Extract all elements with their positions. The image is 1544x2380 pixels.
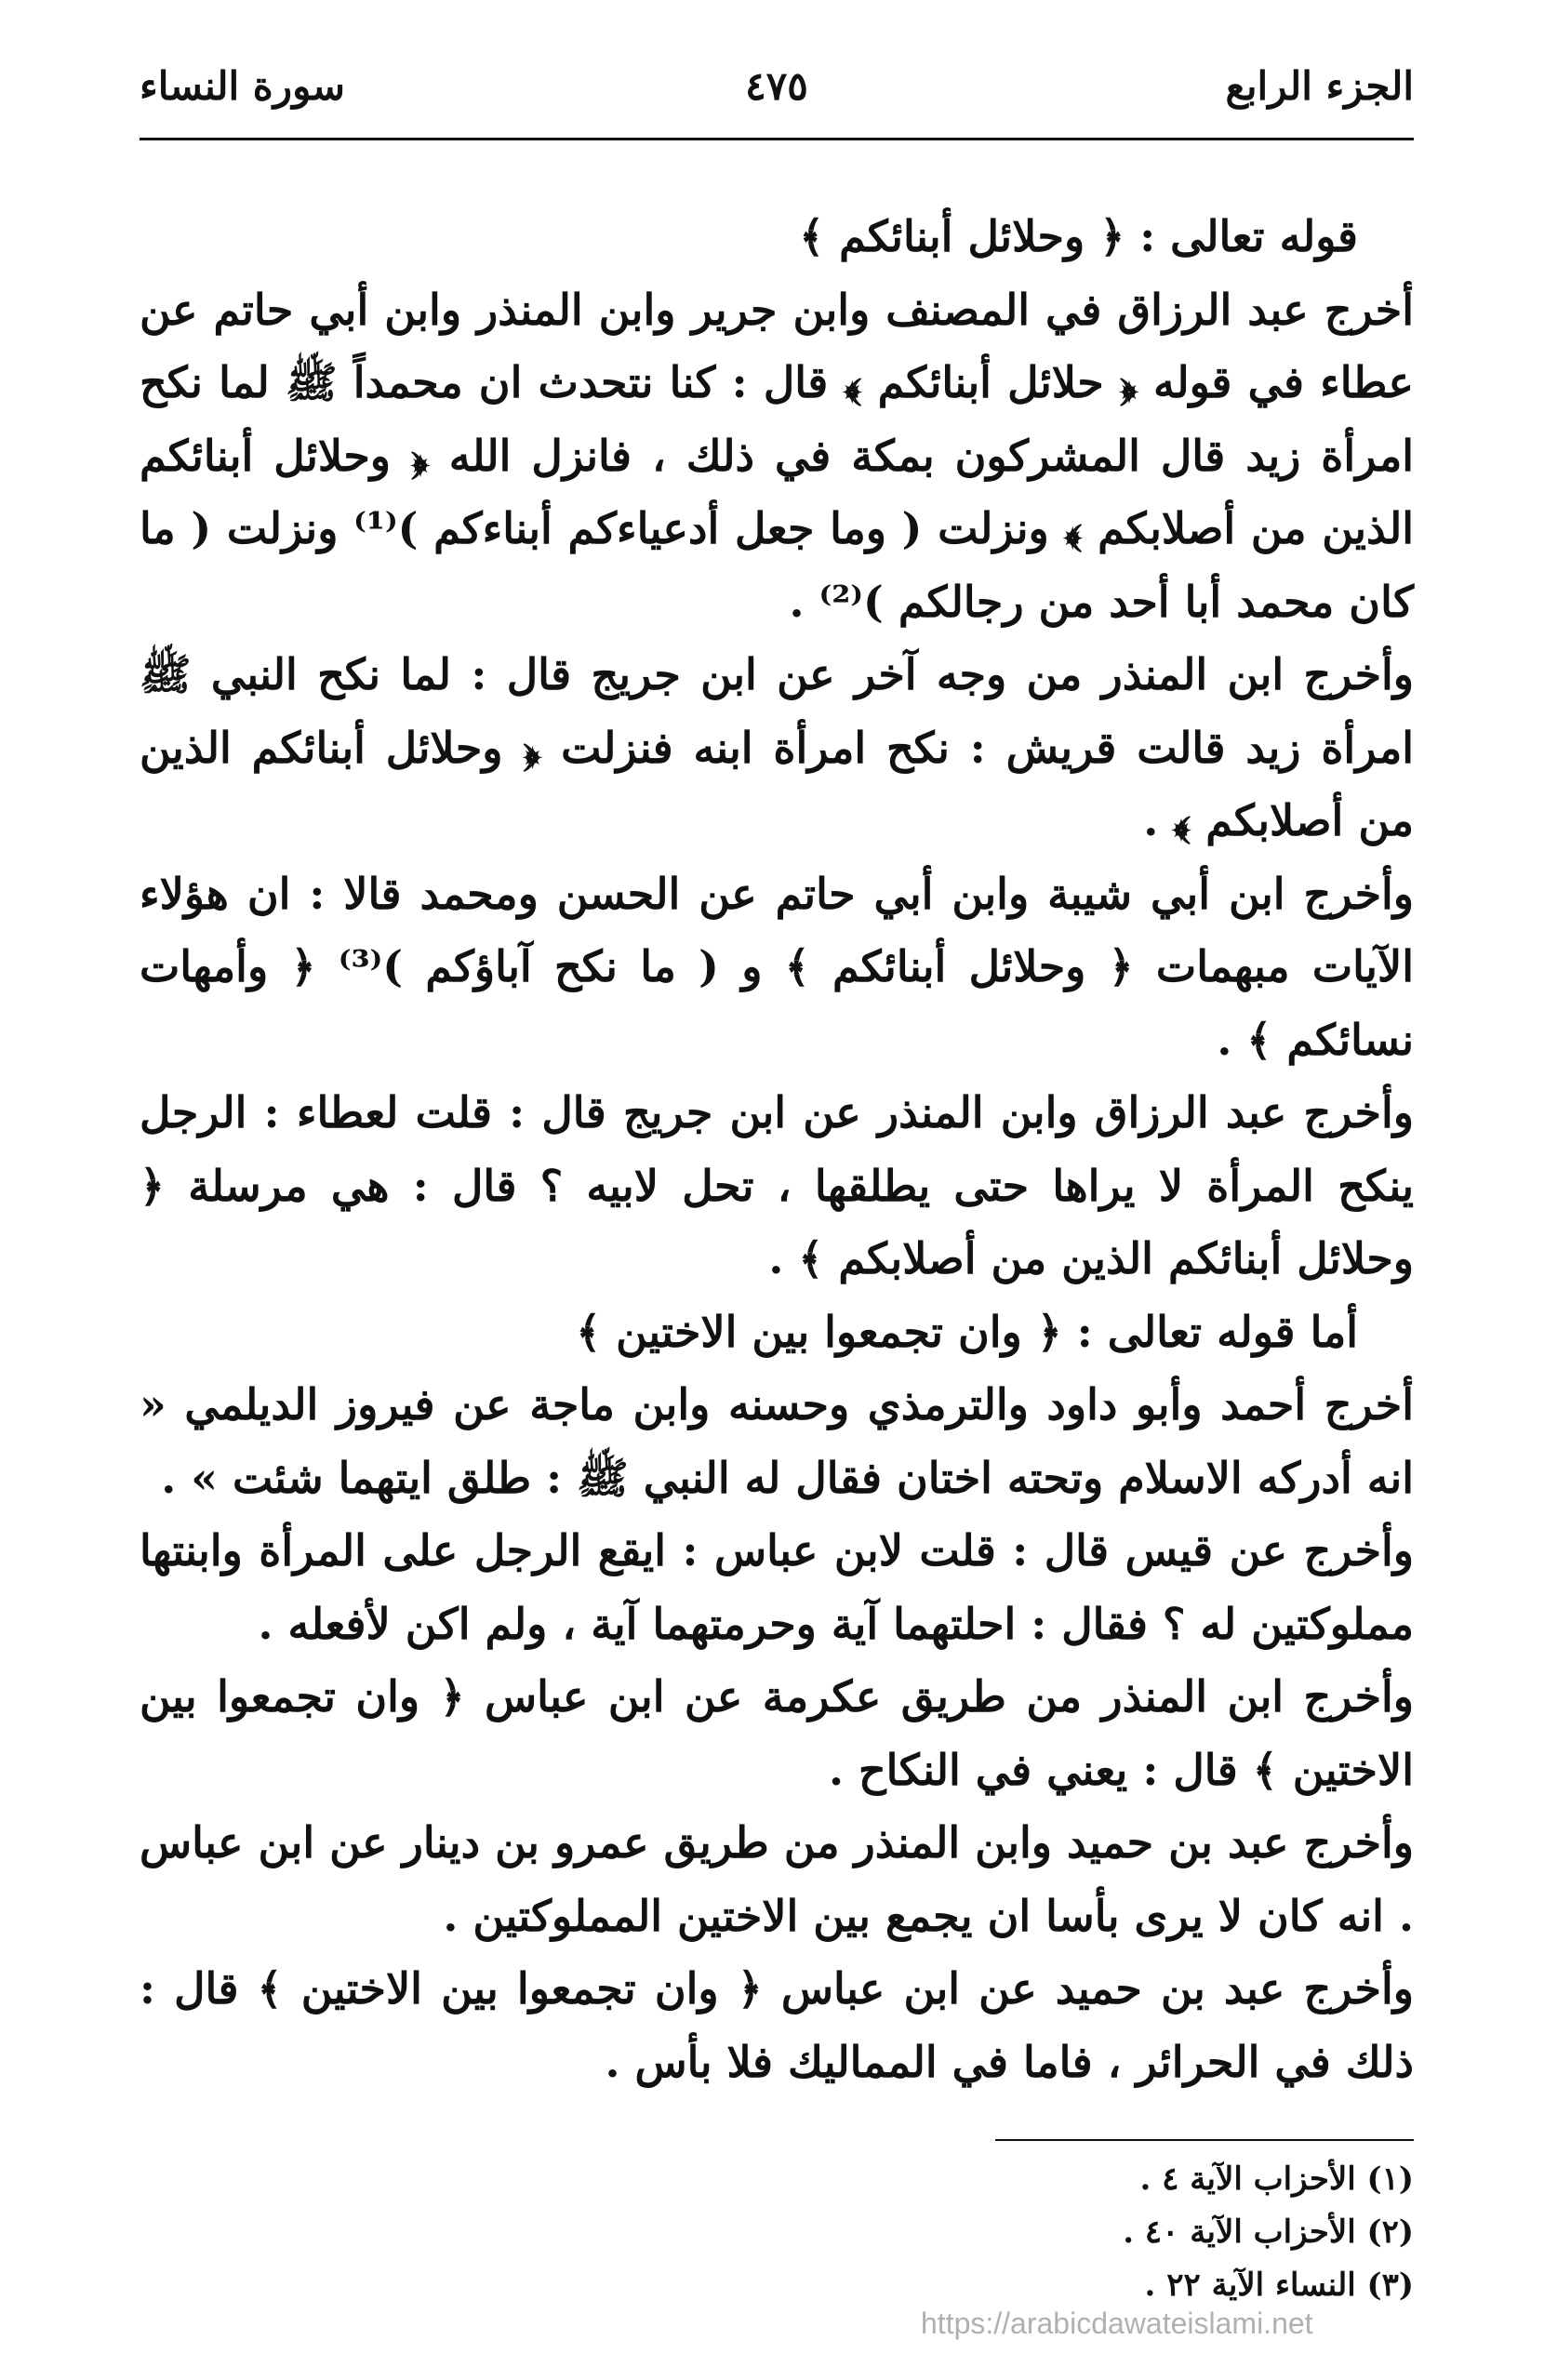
paragraph: وأخرج عبد بن حميد وابن المنذر من طريق عمرو بن دينار عن ابن عباس . انه كان لا يرى بأسا ان يجمع بين الاختين المملوكتين . <box>140 1817 1414 1941</box>
header-divider <box>140 138 1414 140</box>
paragraph: وأخرج عبد الرزاق وابن المنذر عن ابن جريج قال : قلت لعطاء : الرجل ينكح المرأة لا يراها حتى يطلقها ، تحل لابيه ؟ قال : هي مرسلة ﴿ وحلائل أبنائكم الذين من أصلابكم ﴾ . <box>140 1087 1414 1283</box>
footnote: (١) الأحزاب الآية ٤ . <box>1139 2161 1414 2198</box>
paragraph: وأخرج عن قيس قال : قلت لابن عباس : ايقع الرجل على المرأة وابنتها مملوكتين له ؟ فقال : احلتهما آية وحرمتهما آية ، ولم اكن لأفعله . <box>140 1525 1414 1649</box>
footnote-divider <box>995 2139 1414 2141</box>
footnotes <box>140 2153 1414 2312</box>
page-header <box>140 63 1414 138</box>
watermark-url: https://arabicdawateislami.net <box>921 2307 1313 2340</box>
paragraph: أخرج عبد الرزاق في المصنف وابن جرير وابن المنذر وابن أبي حاتم عن عطاء في قوله ﴿ حلائل أبنائكم ﴾ قال : كنا نتحدث ان محمداً ﷺ لما نكح امرأة زيد قال المشركون بمكة في ذلك ، فانزل الله ﴿ وحلائل أبنائكم الذين من أصلابكم ﴾ ونزلت ( وما جعل أدعياءكم أبناءكم )⁽¹⁾ ونزلت ( ما كان محمد أبا أحد من رجالكم )⁽²⁾ . <box>140 284 1414 627</box>
paragraph: وأخرج ابن المنذر من وجه آخر عن ابن جريج قال : لما نكح النبي ﷺ امرأة زيد قالت قريش : نكح امرأة ابنه فنزلت ﴿ وحلائل أبنائكم الذين من أصلابكم ﴾ . <box>140 649 1414 845</box>
footnote: (٢) الأحزاب الآية ٤٠ . <box>1123 2214 1414 2251</box>
paragraph-verse-heading: قوله تعالى : ﴿ وحلائل أبنائكم ﴾ <box>799 211 1358 261</box>
header-part: الجزء الرابع <box>1225 63 1414 109</box>
footnote: (٣) النساء الآية ٢٢ . <box>1144 2267 1414 2304</box>
page-body <box>140 200 1414 2098</box>
paragraph: وأخرج ابن أبي شيبة وابن أبي حاتم عن الحسن ومحمد قالا : ان هؤلاء الآيات مبهمات ﴿ وحلائل أبنائكم ﴾ و ( ما نكح آباؤكم )⁽³⁾ ﴿ وأمهات نسائكم ﴾ . <box>140 868 1414 1065</box>
paragraph: أخرج أحمد وأبو داود والترمذي وحسنه وابن ماجة عن فيروز الديلمي « انه أدركه الاسلام وتحته اختان فقال له النبي ﷺ : طلق ايتهما شئت » . <box>140 1379 1414 1503</box>
paragraph: وأخرج ابن المنذر من طريق عكرمة عن ابن عباس ﴿ وان تجمعوا بين الاختين ﴾ قال : يعني في النكاح . <box>140 1671 1414 1795</box>
paragraph-verse-heading: أما قوله تعالى : ﴿ وان تجمعوا بين الاختين ﴾ <box>576 1306 1358 1357</box>
header-surah: سورة النساء <box>140 63 345 109</box>
paragraph: وأخرج عبد بن حميد عن ابن عباس ﴿ وان تجمعوا بين الاختين ﴾ قال : ذلك في الحرائر ، فاما في المماليك فلا بأس . <box>140 1963 1414 2087</box>
header-page-number: ٤٧٥ <box>745 63 808 109</box>
